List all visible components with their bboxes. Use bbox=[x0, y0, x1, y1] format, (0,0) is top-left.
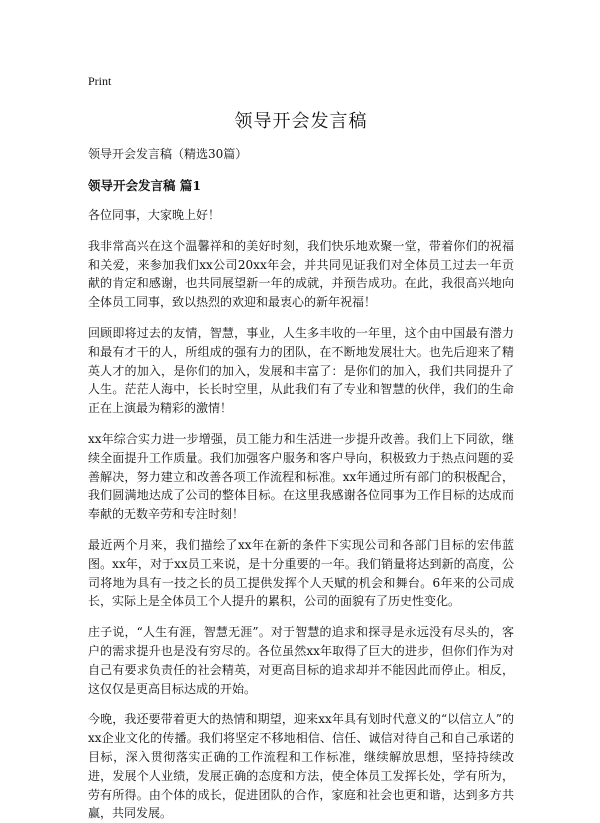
document-subtitle: 领导开会发言稿（精选30篇） bbox=[88, 147, 248, 161]
body-paragraph-2: 回顾即将过去的友情，智慧，事业，人生多丰收的一年里，这个由中国最有潜力和最有才干的人，所组成的强有力的团队，在不断地发展壮大。也先后迎来了精英人才的加入，是你们的加入，发展和丰富了：是你们的加入，我们共同提升了人生。茫茫人海中，长长时空里，从此我们有了专业和智慧的伙伴，我们的生命正在上演最为精彩的激情！ bbox=[88, 325, 514, 416]
body-paragraph-4: 最近两个月来，我们描绘了xx年在新的条件下实现公司和各部门目标的宏伟蓝图。xx年，对于xx员工来说，是十分重要的一年。我们销量将达到新的高度，公司将地为具有一技之长的员工提供发挥个人天赋的机会和舞台。6年来的公司成长，实际上是全体员工个人提升的累积，公司的面貌有了历史性变化。 bbox=[88, 537, 514, 609]
body-paragraph-6: 今晚，我还要带着更大的热情和期望，迎来xx年具有划时代意义的“以信立人”的xx企业文化的传播。我们将坚定不移地相信、信任、诚信对待自己和自己承诺的目标，深入贯彻落实正确的工作流程和工作标准，继续解放思想，坚持持续改进，发展个人业绩，发展正确的态度和方法，使全体员工发挥长处，学有所为，劳有所得。由个体的成长，促进团队的合作，家庭和社会也更和谐，达到多方共赢，共同发展。 bbox=[88, 712, 514, 821]
body-paragraph-5: 庄子说，“人生有涯，智慧无涯”。对于智慧的追求和探寻是永远没有尽头的，客户的需求提升也是没有穷尽的。各位虽然xx年取得了巨大的进步，但你们作为对自己有要求负责任的社会精英，对更高目标的追求却并不能因此而停止。相反，这仅仅是更高目标达成的开始。 bbox=[88, 625, 514, 696]
body-paragraph-3: xx年综合实力进一步增强，员工能力和生活进一步提升改善。我们上下同欲，继续全面提升工作质量。我们加强客户服务和客户导向，积极致力于热点问题的妥善解决，努力建立和改善各项工作流程和标准。xx年通过所有部门的积极配合，我们圆满地达成了公司的整体目标。在这里我感谢各位同事为工作目标的达成而奉献的无数辛劳和专注时刻！ bbox=[88, 431, 514, 522]
body-paragraph-1: 我非常高兴在这个温馨祥和的美好时刻，我们快乐地欢聚一堂，带着你们的祝福和关爱，来参加我们xx公司20xx年会，并共同见证我们对全体员工过去一年贡献的肯定和感谢，也共同展望新一年的成就，并预告成功。在此，我很高兴地向全体员工同事，致以热烈的欢迎和最衷心的新年祝福！ bbox=[88, 238, 514, 310]
document-title: 领导开会发言稿 bbox=[234, 111, 368, 132]
greeting-paragraph: 各位同事，大家晚上好！ bbox=[88, 208, 221, 222]
section-heading: 领导开会发言稿 篇1 bbox=[88, 178, 202, 193]
print-link[interactable]: Print bbox=[88, 74, 112, 88]
